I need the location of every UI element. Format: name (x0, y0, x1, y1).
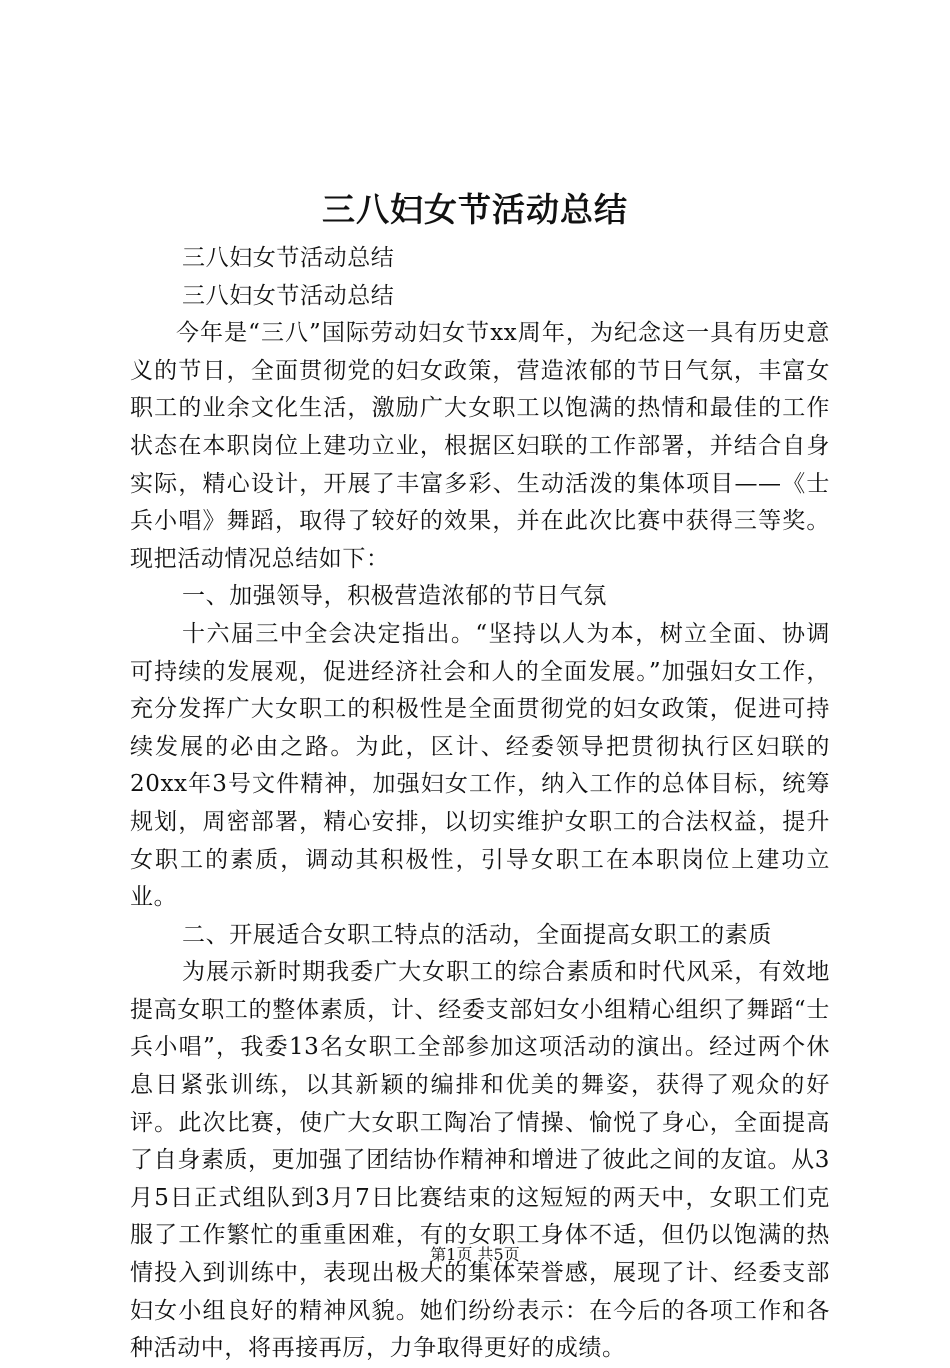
paragraph-section-2: 为展示新时期我委广大女职工的综合素质和时代风采，有效地提高女职工的整体素质，计、经委支部妇女小组精心组织了舞蹈“士兵小唱”，我委13名女职工全部参加这项活动的演出。经过两个休息日紧张训练，以其新颖的编排和优美的舞姿，获得了观众的好评。此次比赛，使广大女职工陶冶了情操、愉悦了身心，全面提高了自身素质，更加强了团结协作精神和增进了彼此之间的友谊。从3月5日正式组队到3月7日比赛结束的这短短的两天中，女职工们克服了工作繁忙的重重困难，有的女职工身体不适，但仍以饱满的热情投入到训练中，表现出极大的集体荣誉感，展现了计、经委支部妇女小组良好的精神风貌。她们纷纷表示：在今后的各项工作和各种活动中，将再接再厉，力争取得更好的成绩。 (130, 959, 830, 1362)
section-heading-1: 一、加强领导，积极营造浓郁的节日气氛 (182, 583, 607, 610)
paragraph-subtitle-2: 三八妇女节活动总结 (182, 282, 395, 309)
paragraph-subtitle-1: 三八妇女节活动总结 (182, 245, 395, 271)
paragraph-section-1: 十六届三中全会决定指出。“坚持以人为本，树立全面、协调可持续的发展观，促进经济社会和人的全面发展。”加强妇女工作，充分发挥广大女职工的积极性是全面贯彻党的妇女政策，促进可持续发展的必由之路。为此，区计、经委领导把贯彻执行区妇联的20xx年3号文件精神，加强妇女工作，纳入工作的总体目标，统筹规划，周密部署，精心安排，以切实维护女职工的合法权益，提升女职工的素质，调动其积极性，引导女职工在本职岗位上建功立业。 (130, 620, 830, 911)
section-heading-2: 二、开展适合女职工特点的活动，全面提高女职工的素质 (182, 921, 772, 948)
page-number-footer: 第1页 共5页 (430, 1245, 520, 1264)
paragraph-intro: 今年是“三八”国际劳动妇女节xx周年，为纪念这一具有历史意义的节日，全面贯彻党的妇女政策，营造浓郁的节日气氛，丰富女职工的业余文化生活，激励广大女职工以饱满的热情和最佳的工作状态在本职岗位上建功立业，根据区妇联的工作部署，并结合自身实际，精心设计，开展了丰富多彩、生动活泼的集体项目——《士兵小唱》舞蹈，取得了较好的效果，并在此次比赛中获得三等奖。现把活动情况总结如下： (130, 320, 830, 572)
document-body (130, 240, 830, 1368)
document-title: 三八妇女节活动总结 (322, 190, 628, 229)
